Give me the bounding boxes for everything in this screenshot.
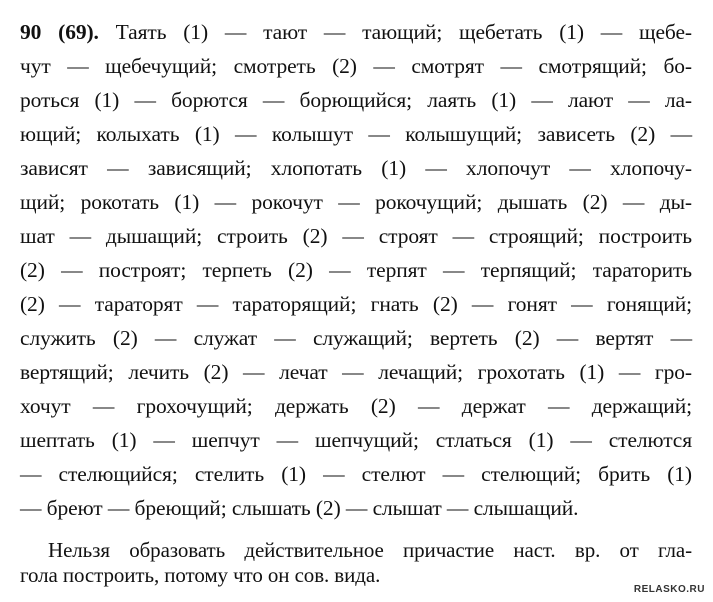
exercise-line-11: вертящий; лечить (2) — лечат — лечащий; грохотать (1) — гро- <box>20 360 692 384</box>
exercise-line-1-text: Таять (1) — тают — тающий; щебетать (1) — щебе- <box>115 20 692 44</box>
exercise-line-8: (2) — построят; терпеть (2) — терпят — терпящий; тараторить <box>20 258 692 282</box>
exercise-line-12: хочут — грохочущий; держать (2) — держат — держащий; <box>20 394 692 418</box>
exercise-line-5: зависят — зависящий; хлопотать (1) — хлопочут — хлопочу- <box>20 156 692 180</box>
exercise-line-2: чут — щебечущий; смотреть (2) — смотрят — смотрящий; бо- <box>20 54 692 78</box>
exercise-line-3: роться (1) — борются — борющийся; лаять (1) — лают — ла- <box>20 88 692 112</box>
exercise-line-7: шат — дышащий; строить (2) — строят — строящий; построить <box>20 224 692 248</box>
note-line-1: Нельзя образовать действительное причастие наст. вр. от гла- <box>48 538 692 562</box>
exercise-line-10: служить (2) — служат — служащий; вертеть (2) — вертят — <box>20 326 692 350</box>
exercise-line-6: щий; рокотать (1) — рокочут — рокочущий; дышать (2) — ды- <box>20 190 692 214</box>
exercise-line-1 <box>20 19 692 45</box>
exercise-line-15: — бреют — бреющий; слышать (2) — слышат — слышащий. <box>20 496 579 520</box>
site-watermark: RELASKO.RU <box>633 584 705 595</box>
exercise-line-9: (2) — тараторят — тараторящий; гнать (2) — гонят — гонящий; <box>20 292 692 316</box>
exercise-line-4: ющий; колыхать (1) — колышут — колышущий; зависеть (2) — <box>20 122 692 146</box>
exercise-number: 90 (69). <box>20 20 99 44</box>
exercise-line-14: — стелющийся; стелить (1) — стелют — стелющий; брить (1) <box>20 462 692 486</box>
exercise-line-13: шептать (1) — шепчут — шепчущий; стлаться (1) — стелются <box>20 428 692 452</box>
note-line-2: гола построить, потому что он сов. вида. <box>20 563 381 587</box>
